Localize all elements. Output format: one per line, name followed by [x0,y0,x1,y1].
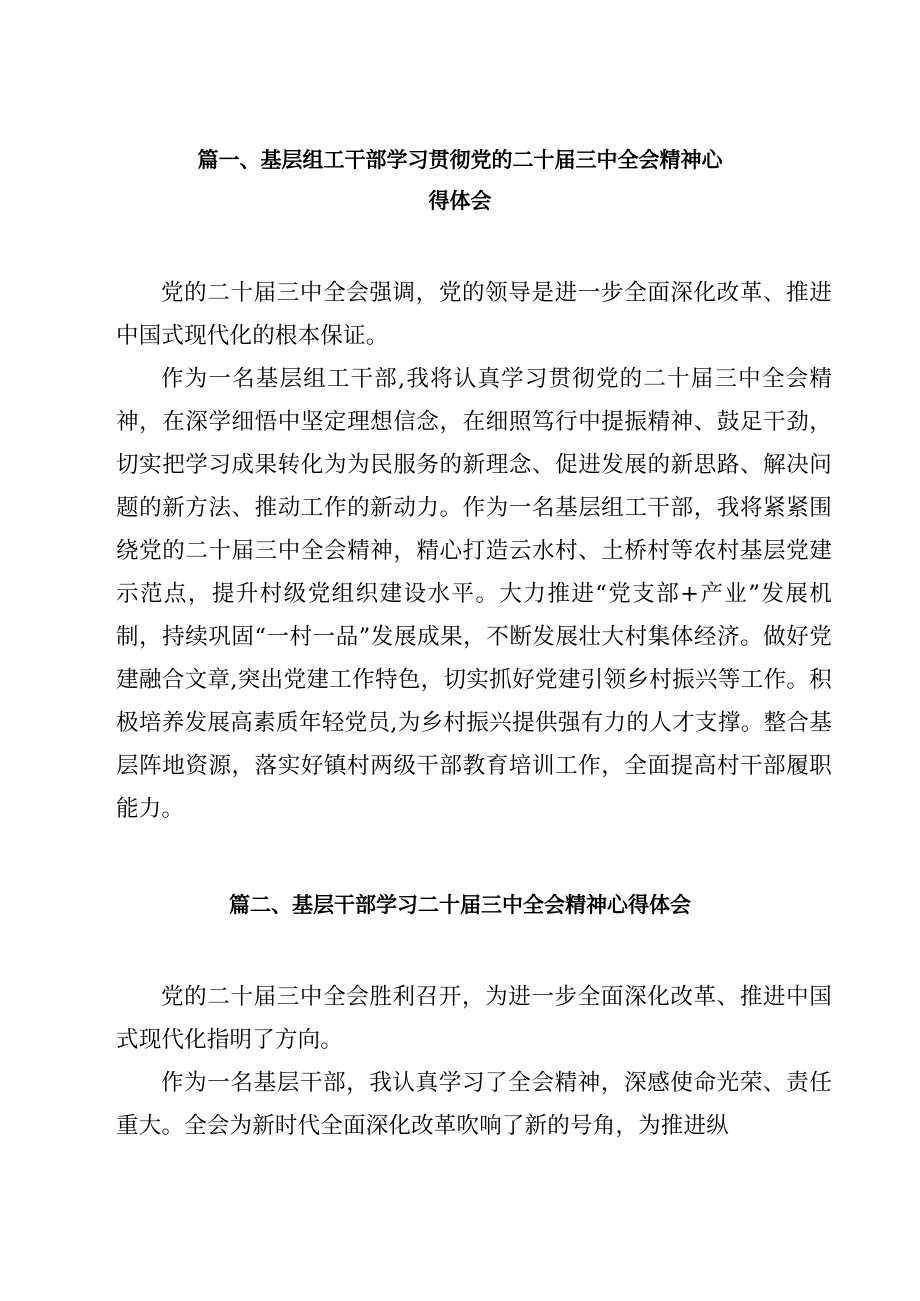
section1-paragraph-2: 作为一名基层组工干部,我将认真学习贯彻党的二十届三中全会精神，在深学细悟中坚定理想信念，在细照笃行中提振精神、鼓足干劲，切实把学习成果转化为为民服务的新理念、促进发展的新思路、解决问题的新方法、推动工作的新动力。作为一名基层组工干部，我将紧紧围绕党的二十届三中全会精神，精心打造云水村、土桥村等农村基层党建示范点，提升村级党组织建设水平。大力推进“党支部+产业”发展机制，持续巩固“一村一品”发展成果，不断发展壮大村集体经济。做好党建融合文章,突出党建工作特色，切实抓好党建引领乡村振兴等工作。积极培养发展高素质年轻党员,为乡村振兴提供强有力的人才支撑。整合基层阵地资源，落实好镇村两级干部教育培训工作，全面提高村干部履职能力。 [116,366,832,822]
section1-paragraph-1: 党的二十届三中全会强调，党的领导是进一步全面深化改革、推进中国式现代化的根本保证。 [116,280,832,349]
section1-title-line1: 篇一、基层组工干部学习贯彻党的二十届三中全会精神心 [197,148,723,172]
section2-title: 篇二、基层干部学习二十届三中全会精神心得体会 [229,893,691,917]
section1-title-line2: 得体会 [428,189,492,213]
section2-paragraph-1: 党的二十届三中全会胜利召开，为进一步全面深化改革、推进中国式现代化指明了方向。 [116,984,832,1053]
section2-paragraph-2: 作为一名基层干部，我认真学习了全会精神，深感使命光荣、责任重大。全会为新时代全面深化改革吹响了新的号角，为推进纵 [116,1070,832,1139]
